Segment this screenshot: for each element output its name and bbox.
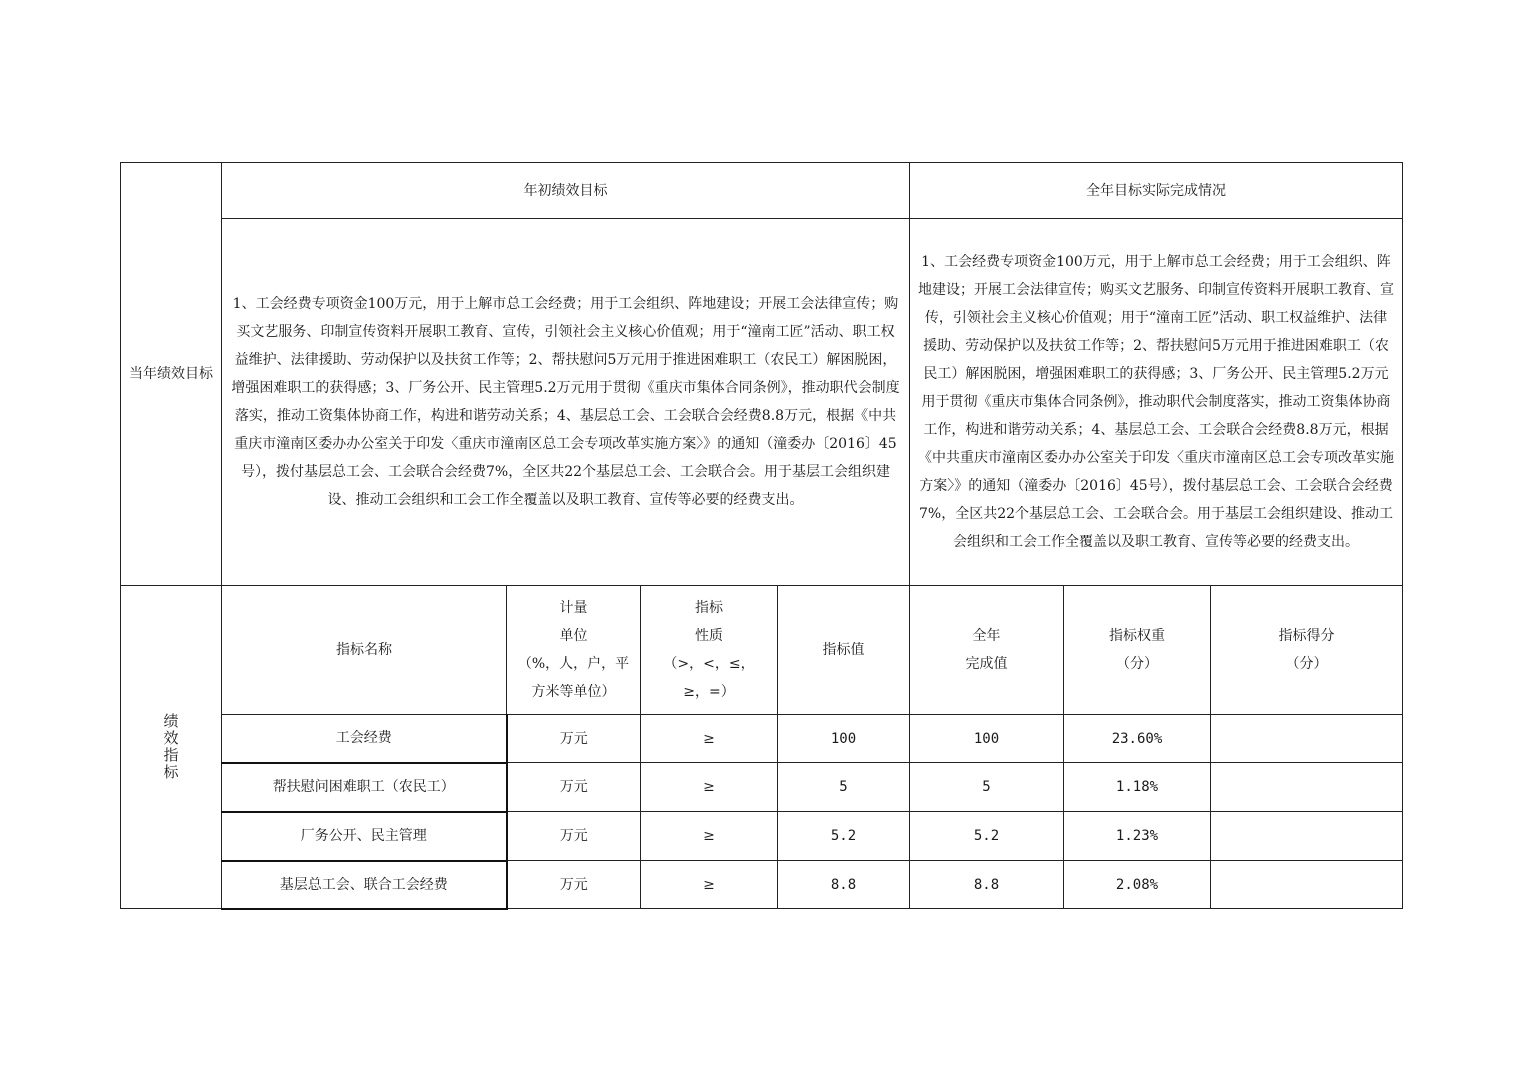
header-unit <box>507 586 641 715</box>
indicator-value: 5 <box>778 763 910 812</box>
actual-completion-header: 全年目标实际完成情况 <box>910 163 1403 219</box>
header-nature <box>641 586 778 715</box>
header-score-line1: 指标得分 <box>1278 628 1335 644</box>
indicator-value: 100 <box>778 715 910 763</box>
indicator-name: 基层总工会、联合工会经费 <box>222 861 507 909</box>
annual-goal-label: 当年绩效目标 <box>121 163 222 586</box>
header-value: 指标值 <box>778 586 910 715</box>
indicators-label: 绩效指标 <box>163 712 179 781</box>
indicator-value: 5.2 <box>778 812 910 861</box>
indicator-nature: ≥ <box>641 861 778 909</box>
indicator-weight: 2.08% <box>1064 861 1211 909</box>
indicator-name: 厂务公开、民主管理 <box>222 812 507 861</box>
indicator-score <box>1211 812 1403 861</box>
indicators-label-cell <box>121 586 222 909</box>
indicator-name: 帮扶慰问困难职工（农民工） <box>222 763 507 812</box>
header-score-line2: （分） <box>1285 656 1328 672</box>
header-score <box>1211 586 1403 715</box>
indicator-completion: 5.2 <box>910 812 1064 861</box>
indicator-score <box>1211 861 1403 909</box>
header-indicator-name: 指标名称 <box>222 586 507 715</box>
header-unit-line2: 单位 <box>559 628 588 644</box>
table-row <box>121 812 1403 861</box>
indicator-completion: 100 <box>910 715 1064 763</box>
header-completion-line1: 全年 <box>972 628 1001 644</box>
header-nature-line3: （>，<，≤， <box>663 656 755 672</box>
header-nature-line2: 性质 <box>695 628 723 644</box>
header-nature-line1: 指标 <box>695 600 723 616</box>
initial-goal-header: 年初绩效目标 <box>222 163 910 219</box>
indicator-nature: ≥ <box>641 715 778 763</box>
table-row <box>121 861 1403 909</box>
header-unit-line4: 方米等单位） <box>531 684 616 700</box>
indicator-value: 8.8 <box>778 861 910 909</box>
indicator-name: 工会经费 <box>222 715 507 763</box>
actual-completion-text: 1、工会经费专项资金100万元，用于上解市总工会经费；用于工会组织、阵地建设；开展工会法律宣传；购买文艺服务、印制宣传资料开展职工教育、宣传，引领社会主义核心价值观；用于“潼南工匠”活动、职工权益维护、法律援助、劳动保护以及扶贫工作等；2、帮扶慰问5万元用于推进困难职工（农民工）解困脱困，增强困难职工的获得感；3、厂务公开、民主管理5.2万元用于贯彻《重庆市集体合同条例》，推动职代会制度落实，推动工资集体协商工作，构进和谐劳动关系；4、基层总工会、工会联合会经费8.8万元，根据《中共重庆市潼南区委办办公室关于印发〈重庆市潼南区总工会专项改革实施方案〉》的通知（潼委办〔2016〕45号），拨付基层总工会、工会联合会经费7%，全区共22个基层总工会、工会联合会。用于基层工会组织建设、推动工会组织和工会工作全覆盖以及职工教育、宣传等必要的经费支出。 <box>910 219 1403 586</box>
header-unit-line1: 计量 <box>559 600 588 616</box>
indicator-unit: 万元 <box>507 715 641 763</box>
performance-table <box>120 162 1403 910</box>
indicator-weight: 23.60% <box>1064 715 1211 763</box>
indicator-unit: 万元 <box>507 812 641 861</box>
header-completion <box>910 586 1064 715</box>
header-weight-line2: （分） <box>1116 656 1158 672</box>
table-row <box>121 715 1403 763</box>
indicator-weight: 1.23% <box>1064 812 1211 861</box>
indicator-weight: 1.18% <box>1064 763 1211 812</box>
header-weight <box>1064 586 1211 715</box>
table-row <box>121 763 1403 812</box>
indicator-unit: 万元 <box>507 763 641 812</box>
header-completion-line2: 完成值 <box>965 656 1008 672</box>
indicator-nature: ≥ <box>641 812 778 861</box>
indicator-nature: ≥ <box>641 763 778 812</box>
initial-goal-text: 1、工会经费专项资金100万元，用于上解市总工会经费；用于工会组织、阵地建设；开展工会法律宣传；购买文艺服务、印制宣传资料开展职工教育、宣传，引领社会主义核心价值观；用于“潼南工匠”活动、职工权益维护、法律援助、劳动保护以及扶贫工作等；2、帮扶慰问5万元用于推进困难职工（农民工）解困脱困，增强困难职工的获得感；3、厂务公开、民主管理5.2万元用于贯彻《重庆市集体合同条例》，推动职代会制度落实，推动工资集体协商工作，构进和谐劳动关系；4、基层总工会、工会联合会经费8.8万元，根据《中共重庆市潼南区委办办公室关于印发〈重庆市潼南区总工会专项改革实施方案〉》的通知（潼委办〔2016〕45号），拨付基层总工会、工会联合会经费7%，全区共22个基层总工会、工会联合会。用于基层工会组织建设、推动工会组织和工会工作全覆盖以及职工教育、宣传等必要的经费支出。 <box>222 219 910 586</box>
indicator-completion: 5 <box>910 763 1064 812</box>
indicator-unit: 万元 <box>507 861 641 909</box>
header-nature-line4: ≥，=） <box>683 684 735 700</box>
indicator-score <box>1211 715 1403 763</box>
header-unit-line3: （%，人，户，平 <box>517 656 630 672</box>
indicator-score <box>1211 763 1403 812</box>
header-weight-line1: 指标权重 <box>1109 628 1165 644</box>
indicator-completion: 8.8 <box>910 861 1064 909</box>
